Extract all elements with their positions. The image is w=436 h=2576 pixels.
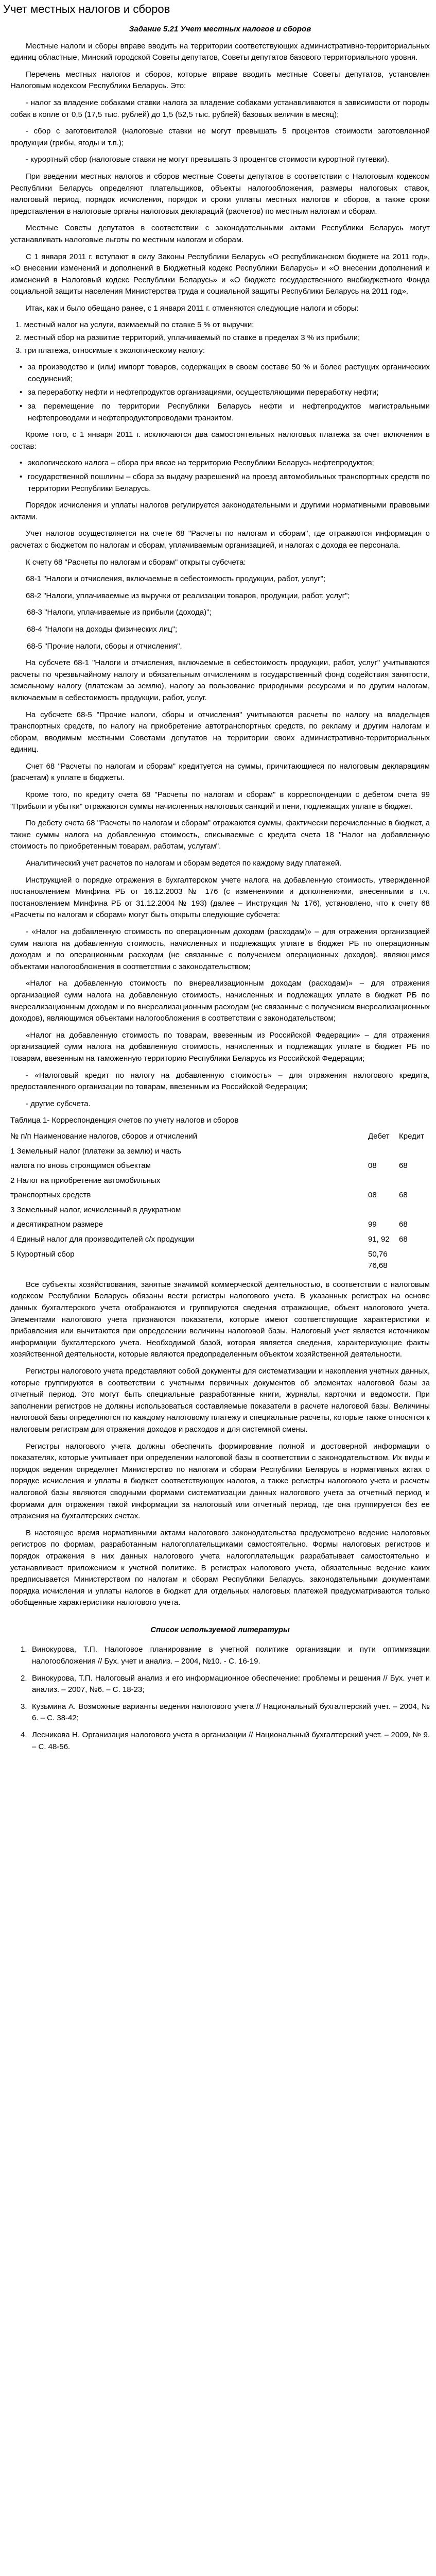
paragraph: По дебету счета 68 "Расчеты по налогам и сборам" отражаются суммы, фактически перечисленные в бюджет, а также суммы налога на добавленную стоимость, списываемые с кредита счета 18 "Налог на добавленную стоимость по приобретенным товарам, работам, услугам".	[10, 819, 430, 851]
paragraph: Счет 68 "Расчеты по налогам и сборам" кредитуется на суммы, причитающиеся по налоговым декларациям (расчетам) к уплате в бюджеты.	[10, 761, 430, 783]
table-caption: Таблица 1- Корреспонденция счетов по учету налогов и сборов	[10, 1116, 239, 1125]
paragraph: Местные Советы депутатов в соответствии с законодательными актами Республики Беларусь могут устанавливать налоговые льготы по местным налогам и сборам.	[10, 224, 430, 244]
references-title: Список используемой литературы	[150, 1625, 290, 1634]
table-header-row	[10, 1131, 430, 1143]
paragraph: Порядок исчисления и уплаты налогов регулируется законодательными и другими нормативными правовыми актами.	[10, 501, 430, 521]
table-row	[10, 1190, 430, 1201]
paragraph: - «Налог на добавленную стоимость по операционным доходам (расходам)» – для отражения организацией сумм налога на добавленную стоимость, начисленных и подлежащих уплате в бюджет РБ по операционным доходам и по операционным расходам (не связанные с получением операционных доходов), являющимся объектами налогообложения в соответствии с законодательством;	[10, 927, 430, 971]
paragraph: Регистры налогового учета представляют собой документы для систематизации и накопления учетных данных, которые группируются в соответствии с учетными первичных документов об элементах налоговой базы за отчетный период. Это могут быть специальные разработанные книги, журналы, карточки и ведомости. При заполнении регистров не должны использоваться составляемые показатели в расчете налоговой базы. Величины налоговой базы определяются по каждому налоговому платежу и специальные расчеты, которые также относятся к налоговым регистрам для отражения доходов и расходов и для системной смены.	[10, 1367, 430, 1434]
paragraph: При введении местных налогов и сборов местные Советы депутатов в соответствии с Налоговым кодексом Республики Беларусь определяют плательщиков, объекты налогообложения, размеры налоговых ставок, налоговый период, порядок исчисления, порядок и сроки уплаты местных налогов и сборов, а также сроки представления в налоговые органы налоговых деклараций (расчетов) по местным налогам и сборам.	[10, 172, 430, 216]
tax-item: - налог за владение собаками ставки налога за владение собаками устанавливаются в зависимости от породы собак в копле от 0,5 (17,5 тыс. рублей) до 1,5 (52,5 тыс. рублей) базовых величин в месяц);	[10, 98, 430, 119]
table-cell	[368, 1205, 399, 1216]
reference-item	[21, 1701, 430, 1724]
table-cell: 68	[399, 1235, 408, 1244]
paragraph: На субсчете 68-5 "Прочие налоги, сборы и отчисления" учитываются расчеты по налогу на владельцев транспортных средств, по налогу на приобретение автотранспортных средств, по рекламу и другим налогам и сборам, вводимым местными Советами депутатов на территории своих административно-территориальных единиц.	[10, 710, 430, 754]
table-cell: 68	[399, 1191, 408, 1200]
table-cell: и десятикратном размере	[10, 1220, 103, 1229]
subaccount-item: 68-1 "Налоги и отчисления, включаемые в себестоимость продукции, работ, услуг";	[26, 574, 326, 584]
paragraph: Аналитический учет расчетов по налогам и сборам ведется по каждому виду платежей.	[26, 859, 342, 868]
table-row	[10, 1175, 430, 1187]
task-heading: Задание 5.21 Учет местных налогов и сборов	[129, 25, 311, 33]
reference-number: 1.	[21, 1645, 27, 1654]
paragraph: Регистры налогового учета должны обеспечить формирование полной и достоверной информации о показателях, которые учитывает при определении налоговой базы в соответствии с законодательством. Их виды и порядок ведения определяет Министерство по налогам и сборам Республики Беларусь в нормативных актах о порядке исчисления и уплаты в бюджет соответствующих налогов, а также регистры налогового учета и расчеты налоговой базы являются сводными формами систематизации данных налогового учета за отчетный период и формами для отражения такой информации за налоговый или отчетный период, где она группируется без ее отражения на бухгалтерских счетах.	[10, 1442, 430, 1521]
list-item: • государственной пошлины – сбора за выдачу разрешений на проезд автомобильных транспортных средств по территории Республики Беларусь.	[28, 471, 430, 495]
paragraph: «Налог на добавленную стоимость по внереализационным доходам (расходам)» – для отражения организацией сумм налога на добавленную стоимость, начисленных и подлежащих уплате в бюджет РБ по внереализационным доходам и по внереализационным расходам (не связанные с получением внереализационных доходов), являющимся объектами налогообложения в соответствии с законодательством;	[10, 979, 430, 1023]
paragraph: Кроме того, по кредиту счета 68 "Расчеты по налогам и сборам" в корреспонденции с дебетом счета 99 "Прибыли и убытки" отражаются суммы начисленных налоговых санкций и пени, подлежащих уплате в бюджет.	[10, 790, 430, 811]
paragraph: Кроме того, с 1 января 2011 г. исключаются два самостоятельных налоговых платежа за счет включения в состав:	[10, 430, 430, 451]
table-cell	[399, 1205, 430, 1216]
table-cell: 08	[368, 1191, 377, 1200]
included-bullet-list	[10, 457, 430, 495]
paragraph: С 1 января 2011 г. вступают в силу Законы Республики Беларусь «О республиканском бюджете на 2011 год», «О внесении изменений и дополнений в Бюджетный кодекс Республики Беларусь» и «О внесении дополнений и изменений в Налоговый кодекс Республики Беларусь» и «О бюджете государственного внебюджетного Фонда социальной защиты населения Министерства труда и социальной защиты Республики Беларусь на 2011 год».	[10, 252, 430, 296]
reference-number: 4.	[21, 1731, 27, 1740]
reference-item	[21, 1730, 430, 1753]
reference-text: Винокурова, Т.П. Налоговое планирование в учетной политике организации и пути оптимизации налогообложения // Бух. учет и анализ. – 2004, №10. - С. 16-19.	[32, 1645, 430, 1666]
table-cell: 91, 92	[368, 1235, 390, 1244]
subaccount-item: 68-3 "Налоги, уплачиваемые из прибыли (дохода)";	[27, 608, 212, 617]
table-cell: 4 Единый налог для производителей с/х продукции	[10, 1235, 195, 1244]
tax-item: - сбор с заготовителей (налоговые ставки не могут превышать 5 процентов стоимости заготовленной продукции (грибы, ягоды и т.п.);	[10, 127, 430, 147]
table-row	[10, 1160, 430, 1172]
table-cell: транспортных средств	[10, 1191, 91, 1200]
list-item: • экологического налога – сбора при ввозе на территорию Республики Беларусь нефтепродуктов;	[28, 457, 430, 469]
paragraph: Инструкцией о порядке отражения в бухгалтерском учете налога на добавленную стоимость, утвержденной постановлением Минфина РБ от 16.12.2003 № 176 (с изменениями и дополнениями, внесенными в т.ч. постановлением Минфина РБ от 31.12.2004 № 193) (далее – Инструкция № 176), установлено, что к счету 68 «Расчеты по налогам и сборам» могут быть открыты следующие субсчета:	[10, 875, 430, 920]
table-row	[10, 1249, 430, 1272]
table-cell	[368, 1146, 399, 1158]
tax-item: - курортный сбор (налоговые ставки не могут превышать 3 процентов стоимости курортной путевки).	[26, 155, 390, 164]
table-row	[10, 1205, 430, 1216]
table-cell: 99	[368, 1220, 377, 1229]
reference-number: 3.	[21, 1702, 27, 1711]
list-item: 1. местный налог на услуги, взимаемый по ставке 5 % от выручки;	[15, 320, 254, 330]
table-header-cell: Дебет	[368, 1131, 390, 1141]
table-header-cell: Кредит	[399, 1131, 425, 1141]
table-row	[10, 1219, 430, 1231]
table-header-cell: № п/п Наименование налогов, сборов и отчислений	[10, 1131, 198, 1141]
page	[0, 2, 436, 1778]
table-cell: 08	[368, 1161, 377, 1171]
table-row	[10, 1234, 430, 1246]
subaccount-item: 68-4 "Налоги на доходы физических лиц";	[27, 624, 178, 634]
correspondence-table	[10, 1131, 430, 1272]
table-row	[10, 1146, 430, 1158]
paragraph: Учет налогов осуществляется на счете 68 "Расчеты по налогам и сборам", где отражаются информация о расчетах с бюджетом по налогам и сборам, уплачиваемым организацией, и налогах с дохода ее персонала.	[10, 529, 430, 550]
paragraph: Местные налоги и сборы вправе вводить на территории соответствующих административно-территориальных единиц областные, Минский городской Советы депутатов, Советы депутатов базового территориального уровня.	[10, 41, 430, 62]
reference-item	[21, 1673, 430, 1696]
table-cell: 3 Земельный налог, исчисленный в двукратном	[10, 1205, 181, 1214]
cancelled-list	[10, 319, 430, 357]
table-cell	[399, 1146, 430, 1158]
table-cell	[399, 1249, 430, 1272]
paragraph: К счету 68 "Расчеты по налогам и сборам" открыты субсчета:	[26, 557, 246, 567]
list-item: 3. три платежа, относимые к экологическому налогу:	[15, 346, 205, 355]
paragraph: В настоящее время нормативными актами налогового законодательства предусмотрено ведение налоговых регистров по формам, разработанным налогоплательщиками самостоятельно. Формы налоговых регистров и порядок отражения в них данных налогового учета налогоплательщик разрабатывает самостоятельно и устанавливает приложением к учетной политике. В регистрах налогового учета, обязательные ведение каких предписывается Министерством по налогам и сборам Республики Беларусь, законодательными документами порядка исчисления и уплаты налогов в бюджет для отдельных налоговых платежей предусматриваются только обобщенные характеристики налогового учета.	[10, 1528, 430, 1607]
paragraph: - другие субсчета.	[26, 1099, 91, 1108]
subaccount-item: 68-5 "Прочие налоги, сборы и отчисления".	[27, 641, 182, 651]
paragraph: На субсчете 68-1 "Налоги и отчисления, включаемые в себестоимость продукции, работ, услуг" учитываются расчеты по чрезвычайному налогу и обязательным отчислениям в государственный фонд содействия занятости, земельному налогу (платежам за землю), налогу за пользование природными ресурсами и по другим налогам, включаемым в себестоимость продукции, работ, услуг.	[10, 658, 430, 702]
list-item: • за производство и (или) импорт товаров, содержащих в своем составе 50 % и более растущих органических соединений;	[28, 362, 430, 385]
table-cell: налога по вновь строящимся объектам	[10, 1161, 151, 1171]
page-title: Учет местных налогов и сборов	[3, 3, 170, 15]
references-list	[10, 1644, 430, 1753]
document-body	[3, 24, 433, 1753]
list-item: • за переработку нефти и нефтепродуктов организациями, осуществляющими переработку нефти;	[28, 387, 430, 399]
reference-text: Винокурова, Т.П. Налоговый анализ и его информационное обеспечение: проблемы и решения // Бух. учет и анализ. – 2007, №6. – С. 18-23;	[32, 1673, 430, 1694]
list-item: 2. местный сбор на развитие территорий, уплачиваемый по ставке в пределах 3 % из прибыли;	[15, 333, 360, 343]
table-cell: 5 Курортный сбор	[10, 1249, 75, 1259]
reference-text: Кузьмина А. Возможные варианты ведения налогового учета // Национальный бухгалтерский учет. – 2004, № 6. – С. 38-42;	[32, 1702, 430, 1723]
table-cell	[368, 1175, 399, 1187]
table-cell: 2 Налог на приобретение автомобильных	[10, 1176, 161, 1185]
table-cell: 68	[399, 1220, 408, 1229]
table-cell	[399, 1175, 430, 1187]
list-item: • за перемещение по территории Республики Беларусь нефти и нефтепродуктов магистральными нефтепроводами и нефтепродуктопроводами транзитом.	[28, 401, 430, 424]
reference-text: Лесникова Н. Организация налогового учета в организации // Национальный бухгалтерский учет. – 2009, № 9. – С. 48-56.	[32, 1731, 430, 1751]
paragraph: Итак, как и было обещано ранее, с 1 января 2011 г. отменяются следующие налоги и сборы:	[26, 303, 359, 313]
eco-bullet-list	[10, 362, 430, 424]
table-cell: 1 Земельный налог (платежи за землю) и часть	[10, 1146, 181, 1156]
reference-item	[21, 1644, 430, 1667]
table-cell: 68	[399, 1161, 408, 1171]
table-cell: 50,76 76,68	[368, 1249, 388, 1270]
paragraph: - «Налоговый кредит по налогу на добавленную стоимость» – для отражения налогового кредита, предоставленного организации по товарам, ввезенным из Российской Федерации;	[10, 1071, 430, 1092]
paragraph: Все субъекты хозяйствования, занятые значимой коммерческой деятельностью, в соответствии с налоговым кодексом Республики Беларусь обязаны вести регистры налогового учета. В указанных регистрах на основе данных бухгалтерского учета отображаются и группируются сведения отражающие, объект налогового учета. Элементами налогового учета признаются показатели, которые имеют соответствующие характеристики и прибавления или вычитаются при определении величины налоговой базы. Налоговый учет является источником информации бухгалтерского учета. Необходимой базой, которая является сведения, характеризующие факты хозяйственной деятельности, которые являются предопределенным объектом хозяйственной деятельности.	[10, 1280, 430, 1359]
reference-number: 2.	[21, 1673, 27, 1683]
subaccount-item: 68-2 "Налоги, уплачиваемые из выручки от реализации товаров, продукции, работ, услуг";	[26, 591, 350, 600]
paragraph: Перечень местных налогов и сборов, которые вправе вводить местные Советы депутатов, установлен Налоговым кодексом Республики Беларусь. Это:	[10, 70, 430, 91]
paragraph: «Налог на добавленную стоимость по товарам, ввезенным из Российской Федерации» – для отражения организацией сумм налога на добавленную стоимость, начисленных и подлежащих уплате в бюджет РБ по товарам, ввезенным на таможенную территорию Республики Беларусь из Российской Федерации;	[10, 1030, 430, 1063]
